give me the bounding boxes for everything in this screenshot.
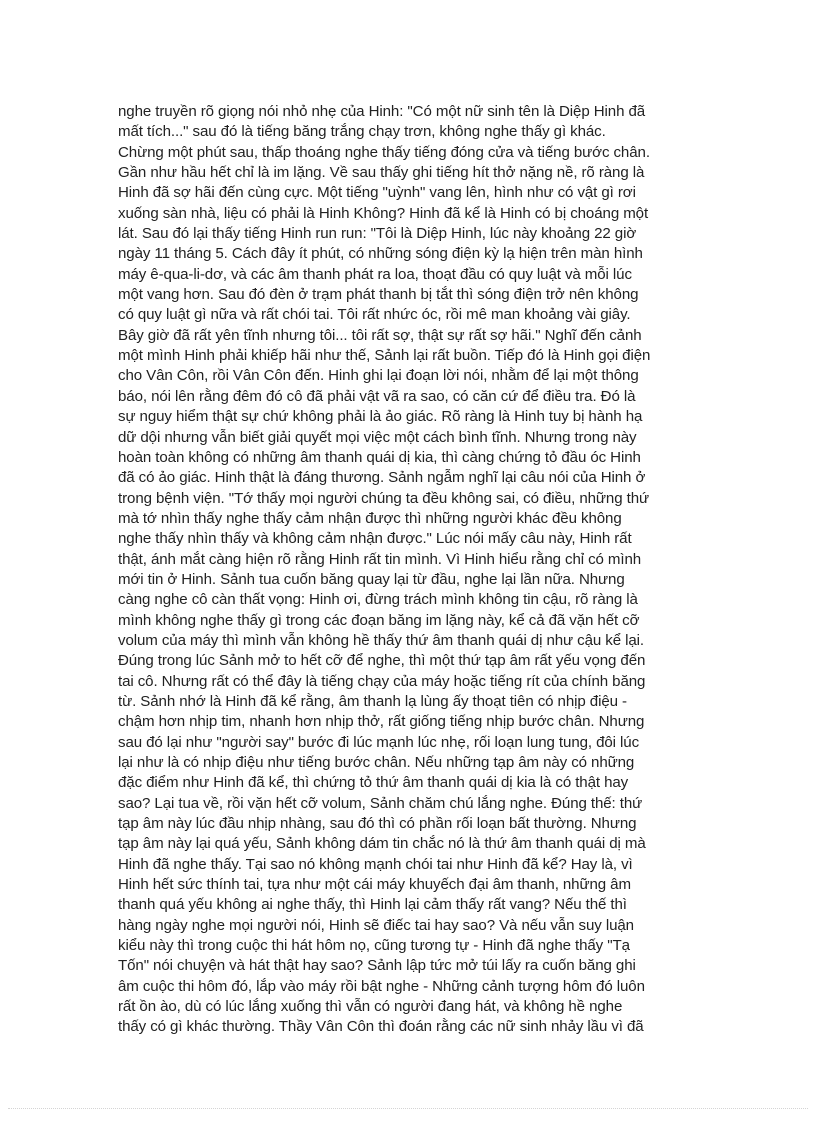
text-line: lát. Sau đó lại thấy tiếng Hinh run run: "Tôi là Diệp Hinh, lúc này khoảng 22 giờ xyxy=(118,225,637,243)
text-line: sao? Lại tua về, rồi vặn hết cỡ volum, Sảnh chăm chú lắng nghe. Đúng thế: thứ xyxy=(118,794,643,812)
text-line: đã có ảo giác. Hinh thật là đáng thương. Sảnh ngẫm nghĩ lại câu nói của Hinh ở xyxy=(118,469,646,487)
text-line: âm cuộc thi hôm đó, lắp vào máy rồi bật nghe - Những cảnh tượng hôm đó luôn xyxy=(118,977,645,995)
text-line: Bây giờ đã rất yên tĩnh nhưng tôi... tôi rất sợ, thật sự rất sợ hãi." Nghĩ đến cảnh xyxy=(118,326,642,344)
text-line: Tốn" nói chuyện và hát thật hay sao? Sảnh lập tức mở túi lấy ra cuốn băng ghi xyxy=(118,957,636,975)
text-line: Đúng trong lúc Sảnh mở to hết cỡ để nghe, thì một thứ tạp âm rất yếu vọng đến xyxy=(118,652,646,670)
text-line: ngày 11 tháng 5. Cách đây ít phút, có những sóng điện kỳ lạ hiện trên màn hình xyxy=(118,245,643,263)
text-line: thật, ánh mắt càng hiện rõ rằng Hinh rất tin mình. Vì Hinh hiểu rằng chỉ có mình xyxy=(118,550,642,568)
text-line: tai cô. Nhưng rất có thể đây là tiếng chạy của máy hoặc tiếng rít của chính băng xyxy=(118,672,646,690)
text-line: đặc điểm như Hinh đã kể, thì chứng tỏ thứ âm thanh quái dị kia là có thật hay xyxy=(118,774,629,792)
text-line: Chừng một phút sau, thấp thoáng nghe thấy tiếng đóng cửa và tiếng bước chân. xyxy=(118,143,650,161)
text-line: hoàn toàn không có những âm thanh quái dị kia, thì càng chứng tỏ đầu óc Hinh xyxy=(118,448,641,466)
text-line: máy ê-qua-li-dơ, và các âm thanh phát ra loa, thoạt đầu có quy luật và mỗi lúc xyxy=(118,265,632,283)
text-line: cho Vân Côn, rồi Vân Côn đến. Hinh ghi lại đoạn lời nói, nhằm để lại một thông xyxy=(118,367,639,385)
text-line: Hinh đã sợ hãi đến cùng cực. Một tiếng "uỳnh" vang lên, hình như có vật gì rơi xyxy=(118,184,636,202)
text-line: chậm hơn nhịp tim, nhanh hơn nhịp thở, rất giống tiếng nhịp bước chân. Nhưng xyxy=(118,713,645,731)
text-line: tạp âm này lúc đầu nhịp nhàng, sau đó thì có phần rối loạn bất thường. Nhưng xyxy=(118,815,637,833)
text-line: thanh quá yếu không ai nghe thấy, thì Hinh lại cảm thấy rất vang? Nếu thế thì xyxy=(118,896,627,914)
text-line: sự nguy hiểm thật sự chứ không phải là ảo giác. Rõ ràng là Hinh tuy bị hành hạ xyxy=(118,408,643,426)
text-line: kiểu này thì trong cuộc thi hát hôm nọ, cũng tương tự - Hinh đã nghe thấy "Tạ xyxy=(118,937,630,955)
text-line: mất tích..." sau đó là tiếng băng trắng chạy trơn, không nghe thấy gì khác. xyxy=(118,123,606,141)
text-line: từ. Sảnh nhớ là Hinh đã kể rằng, âm thanh lạ lùng ấy thoạt tiên có nhịp điệu - xyxy=(118,692,627,710)
text-line: mới tin ở Hinh. Sảnh tua cuốn băng quay lại từ đầu, nghe lại lần nữa. Nhưng xyxy=(118,570,625,588)
page-bottom-border xyxy=(8,1108,808,1109)
text-line: nghe thấy nhìn thấy và không cảm nhận được." Lúc nói mấy câu này, Hinh rất xyxy=(118,530,632,548)
text-line: rất ồn ào, dù có lúc lắng xuống thì vẫn có người đang hát, và không hề nghe xyxy=(118,998,623,1016)
text-line: Hinh hết sức thính tai, tựa như một cái máy khuyếch đại âm thanh, những âm xyxy=(118,876,631,894)
text-line: volum của máy thì mình vẫn không hề thấy thứ âm thanh quái dị như cậu kể lại. xyxy=(118,631,644,649)
text-line: báo, nói lên rằng đêm đó cô đã phải vật vã ra sao, có căn cứ để điều tra. Đó là xyxy=(118,387,636,405)
text-line: Hinh đã nghe thấy. Tại sao nó không mạnh chói tai như Hinh đã kể? Hay là, vì xyxy=(118,855,633,873)
text-line: tạp âm này lại quá yếu, Sảnh không dám tin chắc nó là thứ âm thanh quái dị mà xyxy=(118,835,646,853)
text-line: càng nghe cô càn thất vọng: Hinh ơi, đừng trách mình không tin cậu, rõ ràng là xyxy=(118,591,638,609)
text-line: mình không nghe thấy gì trong các đoạn băng im lặng này, kể cả đã vặn hết cỡ xyxy=(118,611,640,629)
text-line: trong bệnh viện. "Tớ thấy mọi người chúng ta đều không sai, có điều, những thứ xyxy=(118,489,649,507)
text-line: xuống sàn nhà, liệu có phải là Hinh Không? Hinh đã kể là Hinh có bị choáng một xyxy=(118,204,649,222)
body-text xyxy=(118,102,718,1038)
text-line: một vang hơn. Sau đó đèn ở trạm phát thanh bị tắt thì sóng điện trở nên không xyxy=(118,286,639,304)
text-line: lại như là có nhịp điệu như tiếng bước chân. Nếu những tạp âm này có những xyxy=(118,754,635,771)
text-line: hàng ngày nghe mọi người nói, Hinh sẽ điếc tai hay sao? Và nếu vẫn suy luận xyxy=(118,916,634,934)
text-line: sau đó lại như "người say" bước đi lúc mạnh lúc nhẹ, rối loạn lung tung, đôi lúc xyxy=(118,733,640,751)
text-line: Gần như hầu hết chỉ là im lặng. Về sau thấy ghi tiếng hít thở nặng nề, rõ ràng là xyxy=(118,164,645,182)
text-line: dữ dội nhưng vẫn biết giải quyết mọi việc một cách bình tĩnh. Nhưng trong này xyxy=(118,428,637,446)
text-line: nghe truyền rõ giọng nói nhỏ nhẹ của Hinh: "Có một nữ sinh tên là Diệp Hinh đã xyxy=(118,103,646,120)
text-line: một mình Hinh phải khiếp hãi như thế, Sảnh lại rất buồn. Tiếp đó là Hinh gọi điện xyxy=(118,347,651,365)
text-line: có quy luật gì nữa và rất chói tai. Tôi rất nhức óc, rồi mê man khoảng vài giây. xyxy=(118,306,631,324)
text-line: thấy có gì khác thường. Thầy Vân Côn thì đoán rằng các nữ sinh nhảy lầu vì đã xyxy=(118,1018,644,1036)
text-line: mà tớ nhìn thấy nghe thấy cảm nhận được thì những người khác đều không xyxy=(118,509,622,527)
